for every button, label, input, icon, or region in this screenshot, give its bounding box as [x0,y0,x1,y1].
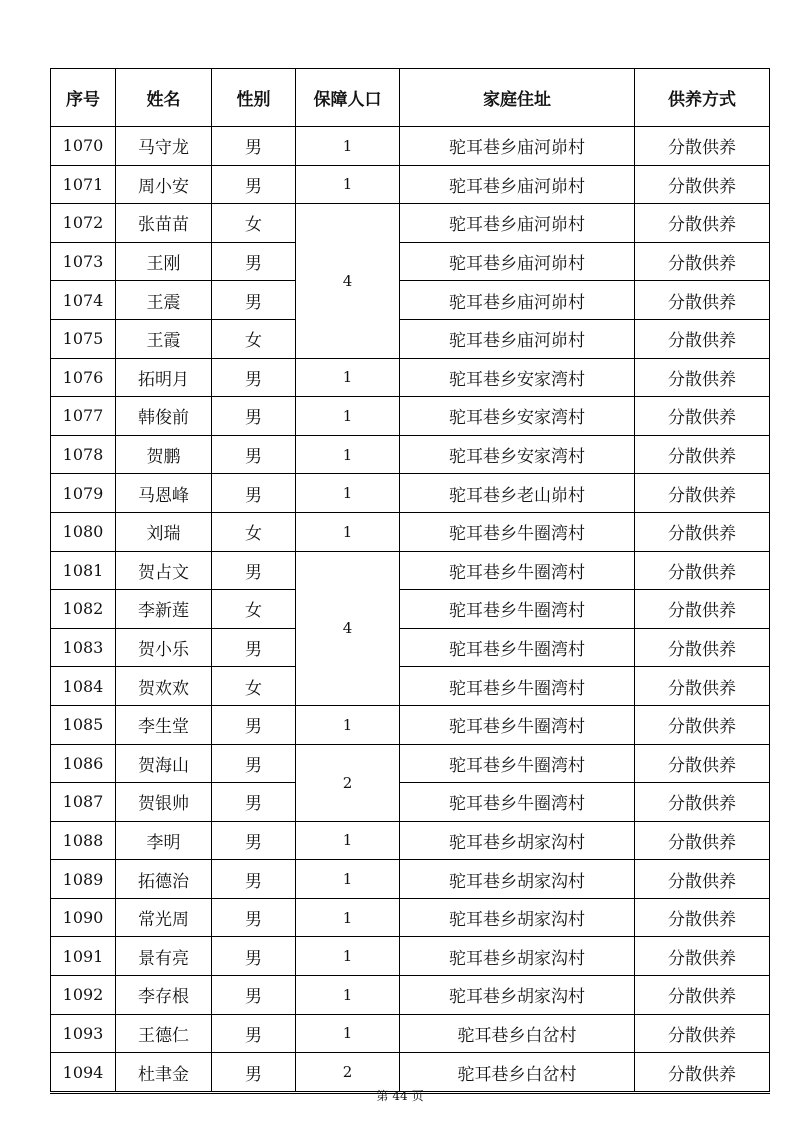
cell-address: 驼耳巷乡牛圈湾村 [400,590,635,629]
cell-support: 分散供养 [635,435,770,474]
cell-people: 4 [296,204,400,358]
cell-address: 驼耳巷乡庙河峁村 [400,165,635,204]
cell-support: 分散供养 [635,474,770,513]
table-row [51,551,770,590]
cell-name: 常光周 [116,898,212,937]
cell-support: 分散供养 [635,319,770,358]
cell-gender: 男 [212,937,296,976]
cell-id: 1083 [51,628,116,667]
cell-gender: 男 [212,1014,296,1053]
cell-gender: 男 [212,397,296,436]
cell-support: 分散供养 [635,783,770,822]
cell-gender: 女 [212,512,296,551]
cell-address: 驼耳巷乡安家湾村 [400,435,635,474]
cell-gender: 男 [212,898,296,937]
cell-people: 1 [296,165,400,204]
cell-address: 驼耳巷乡庙河峁村 [400,242,635,281]
cell-name: 李新莲 [116,590,212,629]
cell-gender: 男 [212,860,296,899]
cell-name: 李生堂 [116,705,212,744]
cell-name: 贺银帅 [116,783,212,822]
cell-name: 贺海山 [116,744,212,783]
cell-people: 1 [296,435,400,474]
cell-people: 1 [296,898,400,937]
cell-address: 驼耳巷乡胡家沟村 [400,976,635,1015]
table-row [51,590,770,629]
cell-name: 贺鹏 [116,435,212,474]
cell-people: 1 [296,937,400,976]
cell-id: 1080 [51,512,116,551]
cell-support: 分散供养 [635,165,770,204]
cell-gender: 女 [212,319,296,358]
cell-gender: 男 [212,281,296,320]
cell-name: 王刚 [116,242,212,281]
table-row [51,281,770,320]
cell-gender: 男 [212,242,296,281]
table-row [51,667,770,706]
cell-id: 1078 [51,435,116,474]
cell-id: 1071 [51,165,116,204]
cell-people: 1 [296,474,400,513]
page-suffix: 页 [411,1089,424,1103]
cell-gender: 女 [212,667,296,706]
cell-support: 分散供养 [635,976,770,1015]
cell-name: 周小安 [116,165,212,204]
cell-address: 驼耳巷乡胡家沟村 [400,821,635,860]
cell-address: 驼耳巷乡白岔村 [400,1014,635,1053]
cell-id: 1084 [51,667,116,706]
cell-address: 驼耳巷乡牛圈湾村 [400,705,635,744]
cell-support: 分散供养 [635,242,770,281]
cell-gender: 男 [212,165,296,204]
cell-id: 1073 [51,242,116,281]
cell-name: 杜聿金 [116,1053,212,1092]
cell-people: 1 [296,860,400,899]
cell-people: 1 [296,1014,400,1053]
table-row [51,976,770,1015]
table-row [51,397,770,436]
cell-gender: 男 [212,783,296,822]
table-row [51,127,770,166]
cell-id: 1090 [51,898,116,937]
cell-name: 贺占文 [116,551,212,590]
cell-support: 分散供养 [635,1014,770,1053]
cell-people: 1 [296,976,400,1015]
cell-name: 马恩峰 [116,474,212,513]
cell-name: 刘瑞 [116,512,212,551]
cell-address: 驼耳巷乡牛圈湾村 [400,551,635,590]
cell-name: 韩俊前 [116,397,212,436]
cell-support: 分散供养 [635,281,770,320]
cell-address: 驼耳巷乡安家湾村 [400,397,635,436]
cell-support: 分散供养 [635,358,770,397]
table-row [51,242,770,281]
cell-people: 1 [296,512,400,551]
cell-name: 王德仁 [116,1014,212,1053]
cell-id: 1093 [51,1014,116,1053]
table-body [51,127,770,1092]
cell-id: 1088 [51,821,116,860]
table-row [51,860,770,899]
cell-address: 驼耳巷乡安家湾村 [400,358,635,397]
header-gender: 性别 [212,69,296,127]
cell-people: 1 [296,821,400,860]
cell-gender: 女 [212,204,296,243]
table-row [51,1053,770,1092]
page-footer [0,1087,800,1104]
table-header-row [51,69,770,127]
cell-gender: 男 [212,628,296,667]
cell-support: 分散供养 [635,898,770,937]
cell-gender: 男 [212,1053,296,1092]
cell-address: 驼耳巷乡牛圈湾村 [400,512,635,551]
cell-people: 1 [296,397,400,436]
cell-id: 1091 [51,937,116,976]
cell-id: 1087 [51,783,116,822]
table-row [51,204,770,243]
table-row [51,165,770,204]
cell-name: 王震 [116,281,212,320]
cell-people: 1 [296,358,400,397]
cell-gender: 男 [212,358,296,397]
cell-name: 拓德治 [116,860,212,899]
cell-address: 驼耳巷乡老山峁村 [400,474,635,513]
cell-support: 分散供养 [635,397,770,436]
header-people: 保障人口 [296,69,400,127]
cell-gender: 男 [212,821,296,860]
cell-id: 1082 [51,590,116,629]
cell-gender: 男 [212,551,296,590]
cell-name: 贺欢欢 [116,667,212,706]
cell-address: 驼耳巷乡庙河峁村 [400,319,635,358]
cell-support: 分散供养 [635,667,770,706]
table-row [51,705,770,744]
table-row [51,1014,770,1053]
cell-gender: 男 [212,976,296,1015]
cell-address: 驼耳巷乡庙河峁村 [400,281,635,320]
cell-support: 分散供养 [635,204,770,243]
cell-gender: 男 [212,474,296,513]
page-number: 44 [392,1089,408,1103]
cell-id: 1089 [51,860,116,899]
cell-support: 分散供养 [635,551,770,590]
cell-id: 1085 [51,705,116,744]
table-row [51,358,770,397]
header-address: 家庭住址 [400,69,635,127]
cell-address: 驼耳巷乡牛圈湾村 [400,744,635,783]
cell-address: 驼耳巷乡牛圈湾村 [400,667,635,706]
cell-id: 1074 [51,281,116,320]
table-row [51,783,770,822]
cell-people: 1 [296,705,400,744]
cell-id: 1075 [51,319,116,358]
cell-name: 王霞 [116,319,212,358]
cell-name: 张苗苗 [116,204,212,243]
cell-people: 1 [296,127,400,166]
cell-address: 驼耳巷乡牛圈湾村 [400,783,635,822]
cell-gender: 男 [212,744,296,783]
cell-address: 驼耳巷乡胡家沟村 [400,860,635,899]
cell-support: 分散供养 [635,705,770,744]
table-row [51,435,770,474]
cell-support: 分散供养 [635,937,770,976]
header-support: 供养方式 [635,69,770,127]
table-row [51,319,770,358]
table-row [51,937,770,976]
roster-table [50,68,770,1092]
cell-gender: 女 [212,590,296,629]
cell-address: 驼耳巷乡牛圈湾村 [400,628,635,667]
header-id: 序号 [51,69,116,127]
cell-people: 4 [296,551,400,705]
cell-name: 拓明月 [116,358,212,397]
cell-id: 1081 [51,551,116,590]
cell-address: 驼耳巷乡胡家沟村 [400,937,635,976]
cell-support: 分散供养 [635,744,770,783]
cell-id: 1086 [51,744,116,783]
cell-address: 驼耳巷乡白岔村 [400,1053,635,1092]
table-row [51,898,770,937]
cell-people: 2 [296,744,400,821]
table-row [51,512,770,551]
cell-support: 分散供养 [635,1053,770,1092]
cell-support: 分散供养 [635,512,770,551]
table-row [51,821,770,860]
cell-id: 1076 [51,358,116,397]
table-row [51,744,770,783]
cell-gender: 男 [212,127,296,166]
table-row [51,474,770,513]
cell-gender: 男 [212,705,296,744]
cell-name: 景有亮 [116,937,212,976]
cell-support: 分散供养 [635,860,770,899]
cell-name: 李存根 [116,976,212,1015]
header-name: 姓名 [116,69,212,127]
cell-id: 1079 [51,474,116,513]
cell-support: 分散供养 [635,821,770,860]
cell-id: 1072 [51,204,116,243]
cell-support: 分散供养 [635,628,770,667]
cell-name: 马守龙 [116,127,212,166]
cell-support: 分散供养 [635,590,770,629]
cell-address: 驼耳巷乡庙河峁村 [400,204,635,243]
cell-support: 分散供养 [635,127,770,166]
cell-id: 1092 [51,976,116,1015]
cell-name: 李明 [116,821,212,860]
cell-people: 2 [296,1053,400,1092]
cell-id: 1077 [51,397,116,436]
cell-name: 贺小乐 [116,628,212,667]
table-row [51,628,770,667]
cell-address: 驼耳巷乡庙河峁村 [400,127,635,166]
cell-id: 1070 [51,127,116,166]
cell-address: 驼耳巷乡胡家沟村 [400,898,635,937]
cell-gender: 男 [212,435,296,474]
cell-id: 1094 [51,1053,116,1092]
page-prefix: 第 [376,1089,389,1103]
